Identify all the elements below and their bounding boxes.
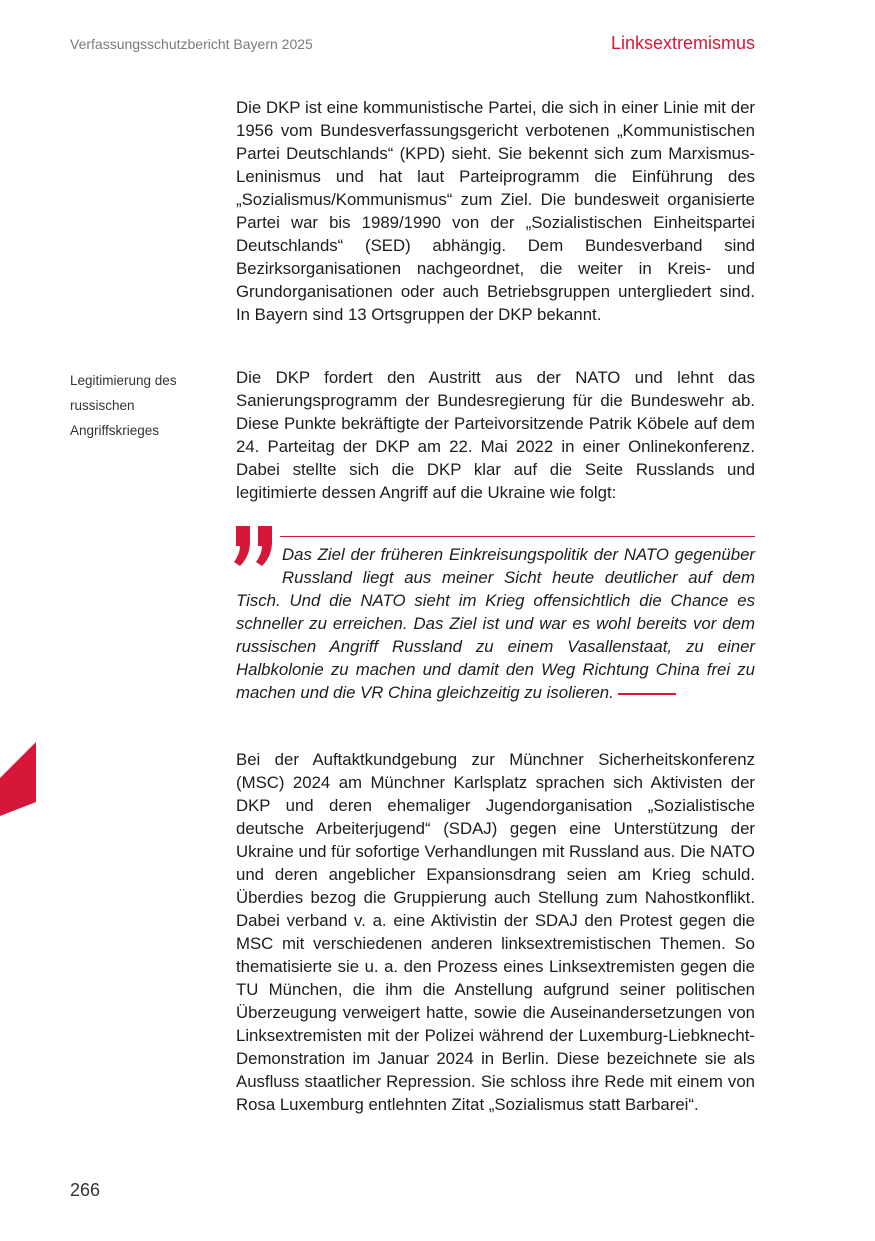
block-quote (236, 543, 755, 704)
page-number: 266 (70, 1180, 101, 1200)
paragraph-dkp-nato: Die DKP fordert den Austritt aus der NATO und lehnt das Sanierungsprogramm der Bundesregierung für die Bundeswehr ab. Diese Punkte bekräftigte der Parteivorsitzende Patrik Köbele auf dem 24. Parteitag der DKP am 22. Mai 2022 in einer Onlinekonferenz. Dabei stellte sich die DKP klar auf die Seite Russlands und legitimierte dessen Angriff auf die Ukraine wie folgt: (236, 368, 755, 502)
margin-note: Legitimierung des russischen Angriffskrieges (70, 373, 177, 438)
running-header-publication: Verfassungsschutzbericht Bayern 2025 (70, 36, 313, 52)
running-header-section: Linksextremismus (610, 33, 755, 53)
red-tab-marker (0, 742, 36, 816)
paragraph-msc-rally: Bei der Auftaktkundgebung zur Münchner Sicherheitskonferenz (MSC) 2024 am Münchner Karlsplatz sprachen sich Aktivisten der DKP und deren ehemaliger Jugendorganisation „Sozialistische deutsche Arbeiterjugend“ (SDAJ) gegen eine Unterstützung der Ukraine und für sofortige Verhandlungen mit Russland aus. Die NATO und deren angeblicher Expansionsdrang seien am Krieg schuld. Überdies bezog die Gruppierung auch Stellung zum Nahostkonflikt. Dabei verband v. a. eine Aktivistin der SDAJ den Protest gegen die MSC mit verschiedenen anderen linksextremistischen Themen. So thematisierte sie u. a. den Prozess eines Linksextremisten gegen die TU München, die ihm die Anstellung aufgrund seiner politischen Überzeugung verweigert hatte, sowie die Auseinandersetzungen von Linksextremisten mit der Polizei während der Luxemburg-Liebknecht-Demonstration im Januar 2024 in Berlin. Diese bezeichnete sie als Ausfluss staatlicher Repression. Sie schloss ihre Rede mit einem von Rosa Luxemburg entlehnten Zitat „Sozialismus statt Barbarei“. (236, 750, 755, 1114)
quote-text: Das Ziel der früheren Einkreisungspolitik der NATO gegenüber Russland liegt aus meiner Sicht heute deutlicher auf dem Tisch. Und die NATO sieht im Krieg offensichtlich die Chance es schneller zu erreichen. Das Ziel ist und war es wohl bereits vor dem russischen Angriff Russland zu einem Vasallenstaat, zu einer Halbkolonie zu machen und damit den Weg Richtung China frei zu machen und die VR China gleichzeitig zu isolieren. (236, 545, 755, 702)
quote-top-rule (280, 536, 755, 537)
quote-end-rule (618, 693, 676, 695)
paragraph-dkp-intro: Die DKP ist eine kommunistische Partei, die sich in einer Linie mit der 1956 vom Bundesverfassungsgericht verbotenen „Kommunistischen Partei Deutschlands“ (KPD) sieht. Sie bekennt sich zum Marxismus-Leninismus und hat laut Parteiprogramm die Einführung des „Sozialismus/Kommunismus“ zum Ziel. Die bundesweit organisierte Partei war bis 1989/1990 von der „Sozialistischen Einheitspartei Deutschlands“ (SED) abhängig. Dem Bundesverband sind Bezirksorganisationen nachgeordnet, die weiter in Kreis- und Grundorganisationen oder auch Betriebsgruppen untergliedert sind. In Bayern sind 13 Ortsgruppen der DKP bekannt. (236, 98, 755, 324)
